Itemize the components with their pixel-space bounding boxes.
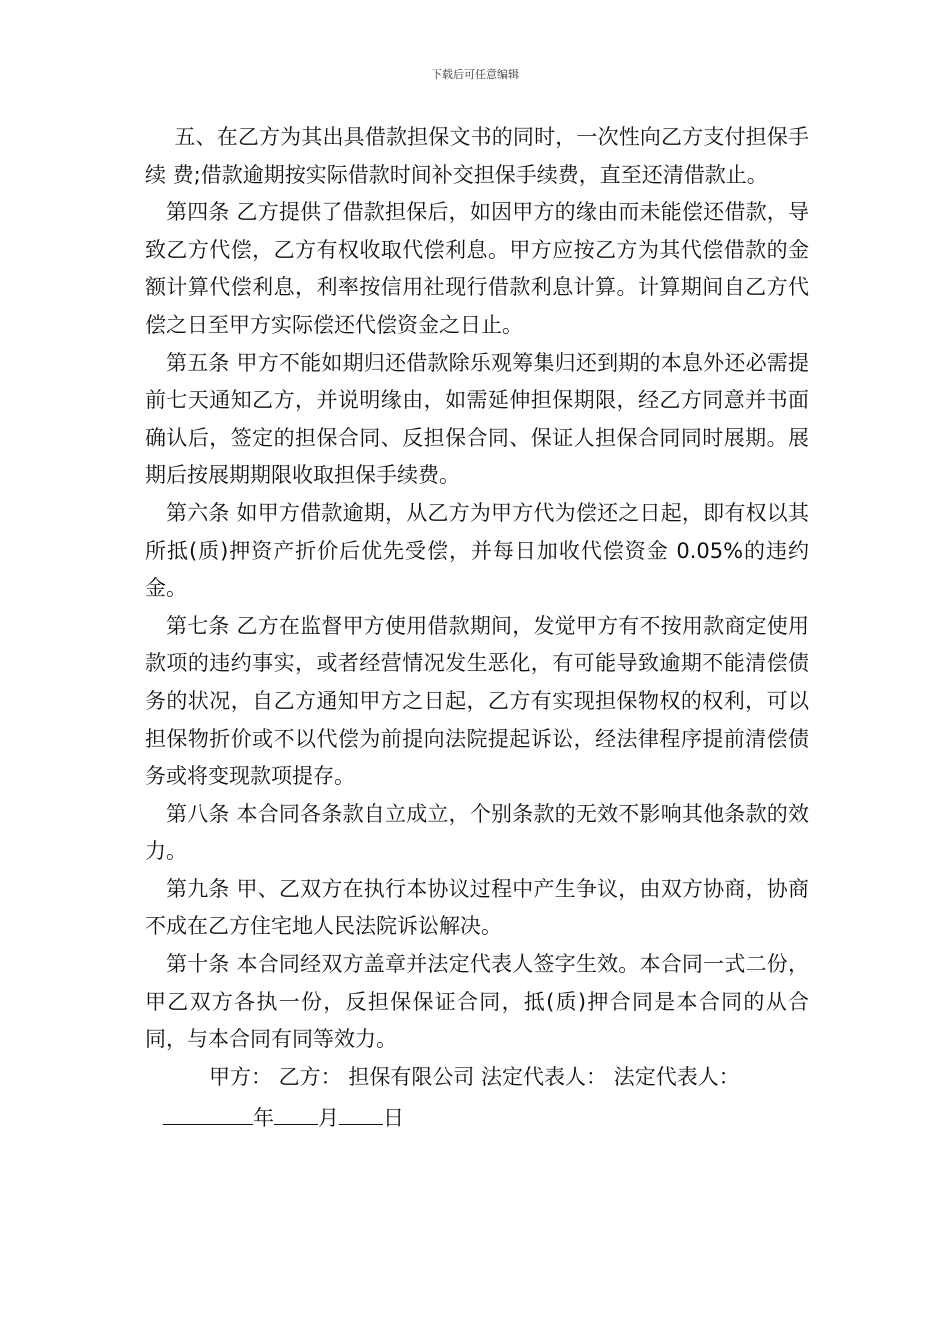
date-line bbox=[145, 1096, 809, 1138]
clause-paragraph: 第七条 乙方在监督甲方使用借款期间，发觉甲方有不按用款商定使用款项的违约事实，或者经营情况发生恶化，有可能导致逾期不能清偿债务的状况，自乙方通知甲方之日起，乙方有实现担保物权的权利，可以担保物折价或不以代偿为前提向法院提起诉讼，经法律程序提前清偿债务或将变现款项提存。 bbox=[145, 613, 809, 789]
clause-paragraph: 五、在乙方为其出具借款担保文书的同时，一次性向乙方支付担保手续 费;借款逾期按实际借款时间补交担保手续费，直至还清借款止。 bbox=[145, 125, 809, 187]
year-blank[interactable] bbox=[163, 1096, 253, 1125]
clause-paragraph: 第六条 如甲方借款逾期，从乙方为甲方代为偿还之日起，即有权以其所抵(质)押资产折价后优先受偿，并每日加收代偿资金 0.05%的违约金。 bbox=[145, 500, 809, 601]
clause-paragraph: 第四条 乙方提供了借款担保后，如因甲方的缘由而未能偿还借款，导致乙方代偿，乙方有权收取代偿利息。甲方应按乙方为其代偿借款的金额计算代偿利息，利率按信用社现行借款利息计算。计算期间自乙方代偿之日至甲方实际偿还代偿资金之日止。 bbox=[145, 200, 809, 337]
year-label: 年 bbox=[253, 1106, 274, 1131]
day-blank[interactable] bbox=[339, 1096, 383, 1125]
clause-paragraph: 第九条 甲、乙双方在执行本协议过程中产生争议，由双方协商，协商不成在乙方住宅地人民法院诉讼解决。 bbox=[145, 876, 809, 939]
clause-paragraph: 第八条 本合同各条款自立成立，个别条款的无效不影响其他条款的效力。 bbox=[145, 801, 809, 864]
month-blank[interactable] bbox=[274, 1096, 318, 1125]
clause-paragraph: 第五条 甲方不能如期归还借款除乐观筹集归还到期的本息外还必需提前七天通知乙方，并说明缘由，如需延伸担保期限，经乙方同意并书面确认后，签定的担保合同、反担保合同、保证人担保合同同时展期。展期后按展期期限收取担保手续费。 bbox=[145, 350, 809, 488]
day-label: 日 bbox=[383, 1106, 404, 1131]
clause-paragraph: 第十条 本合同经双方盖章并法定代表人签字生效。本合同一式二份，甲乙双方各执一份，反担保保证合同，抵(质)押合同是本合同的从合同，与本合同有同等效力。 bbox=[145, 952, 809, 1052]
document-body bbox=[145, 119, 809, 1138]
month-label: 月 bbox=[318, 1106, 339, 1131]
page-header: 下载后可任意编辑 bbox=[431, 68, 519, 81]
signature-line: 甲方： 乙方： 担保有限公司 法定代表人： 法定代表人： bbox=[209, 1064, 740, 1089]
